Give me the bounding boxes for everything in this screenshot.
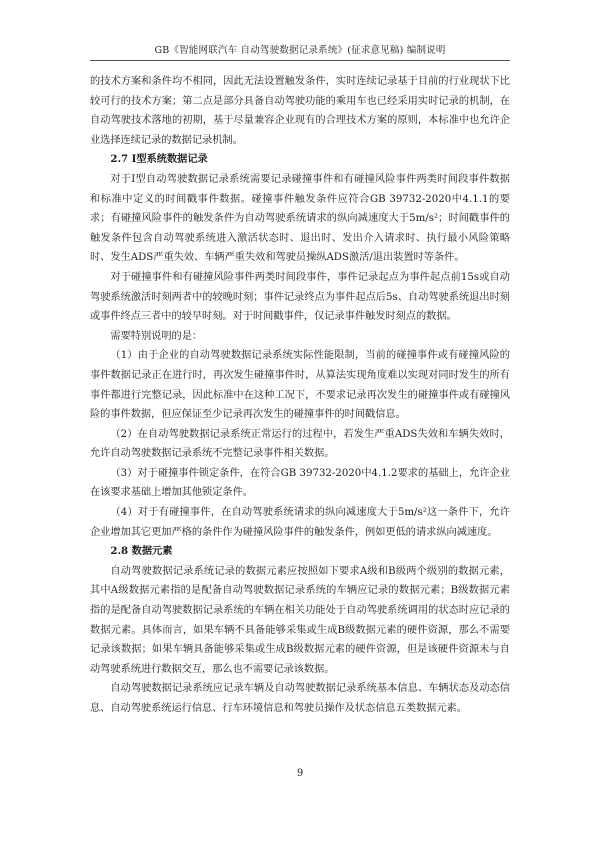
document-body bbox=[90, 72, 510, 719]
paragraph-note-4: （4）对于有碰撞事件，在自动驾驶系统请求的纵向减速度大于5m/s²这一条件下，允许企业增加其它更加严格的条件作为碰撞风险事件的触发条件，例如更低的请求纵向减速度。 bbox=[90, 507, 510, 538]
paragraph-note-1: （1）由于企业的自动驾驶数据记录系统实际性能限制，当前的碰撞事件或有碰撞风险的事件数据记录正在进行时，再次发生碰撞事件时，从算法实现角度难以实现对同时发生的所有事件都进行完整记录，因此标准中在这种工况下，不要求记录再次发生的碰撞事件或有碰撞风险的事件数据，但应保证至少记录再次发生的碰撞事件的时间戳信息。 bbox=[90, 350, 510, 421]
paragraph-note-2: （2）在自动驾驶数据记录系统正常运行的过程中，若发生严重ADS失效和车辆失效时，允许自动驾驶数据记录系统不完整记录事件相关数据。 bbox=[90, 428, 510, 460]
paragraph-data-elements: 自动驾驶数据记录系统记录的数据元素应按照如下要求A级和B级两个级别的数据元素，其中A级数据元素指的是配备自动驾驶数据记录系统的车辆应记录的数据元素；B级数据元素指的是配备自动驾驶数据记录系统的车辆在相关功能处于自动驾驶系统调用的状态时应记录的数据元素。具体而言，如果车辆不具备能够采集或生成B级数据元素的硬件资源，那么不需要记录该数据；如果车辆具备能够采集或生成B级数据元素的硬件资源，但是该硬件资源未与自动驾驶系统进行数据交互，那么也不需要记录该数据。 bbox=[90, 565, 510, 675]
header-title: GB《智能网联汽车 自动驾驶数据记录系统》(征求意见稿) 编制说明 bbox=[154, 45, 446, 56]
page-number: 9 bbox=[296, 768, 304, 779]
paragraph-type-i-overview: 对于I型自动驾驶数据记录系统需要记录碰撞事件和有碰撞风险事件两类时间段事件数据和标准中定义的时间戳事件数据。碰撞事件触发条件应符合GB 39732-2020中4.1.1的要求；有碰撞风险事件的触发条件为自动驾驶系统请求的纵向减速度大于5m/s²；时间戳事件的触发条件包含自动驾驶系统进入激活状态时、退出时、发出介入请求时、执行最小风险策略时、发生ADS严重失效、车辆严重失效和驾驶员操纵ADS激活/退出装置时等条件。 bbox=[90, 173, 510, 264]
section-heading-2-7: 2.7 I型系统数据记录 bbox=[110, 153, 208, 166]
paragraph-continuation: 的技术方案和条件均不相同，因此无法设置触发条件，实时连续记录基于目前的行业现状下比较可行的技术方案；第二点是部分具备自动驾驶功能的乘用车也已经采用实时记录的机制，在自动驾驶技术落地的初期，基于尽量兼容企业现有的合理技术方案的原则，本标准中也允许企业选择连续记录的数据记录机制。 bbox=[90, 76, 510, 146]
paragraph-data-categories: 自动驾驶数据记录系统应记录车辆及自动驾驶数据记录系统基本信息、车辆状态及动态信息、自动驾驶系统运行信息、行车环境信息和驾驶员操作及状态信息五类数据元素。 bbox=[90, 683, 510, 714]
header-divider bbox=[90, 60, 510, 61]
paragraph-note-3: （3）对于碰撞事件锁定条件，在符合GB 39732-2020中4.1.2要求的基础上，允许企业在该要求基础上增加其他锁定条件。 bbox=[90, 467, 510, 499]
section-heading-2-8: 2.8 数据元素 bbox=[110, 545, 173, 558]
paragraph-event-window: 对于碰撞事件和有碰撞风险事件两类时间段事件，事件记录起点为事件起点前15s或自动驾驶系统激活时刻两者中的较晚时刻；事件记录终点为事件起点后5s、自动驾驶系统退出时刻或事件终点三者中的较早时刻。对于时间戳事件，仅记录事件触发时刻点的数据。 bbox=[90, 271, 510, 323]
paragraph-special-note: 需要特别说明的是： bbox=[110, 330, 203, 342]
